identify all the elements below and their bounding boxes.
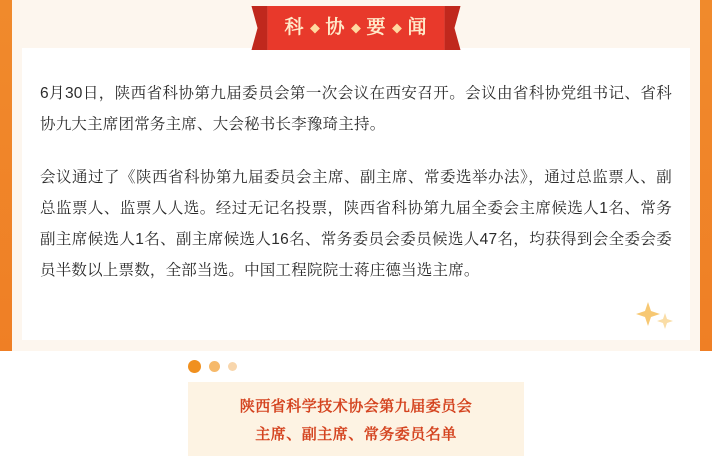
dot-icon-3 (228, 362, 237, 371)
sparkle-icon (634, 300, 674, 330)
banner-body (267, 6, 444, 50)
article-paragraph: 会议通过了《陕西省科协第九届委员会主席、副主席、常委选举办法》，通过总监票人、副总监票人、监票人人选。经过无记名投票，陕西省科协第九届全委会主席候选人1名、常务副主席候选人1名、副主席候选人16名、常务委员会委员候选人47名，均获得到会全委会委员半数以上票数，全部当选。中国工程院院士蒋庄德当选主席。 (40, 169, 672, 279)
article-body (40, 78, 672, 286)
frame-rail-right (700, 0, 712, 351)
banner-char-3: 要 (366, 17, 387, 38)
footer-title-box (188, 382, 524, 456)
dot-icon-1 (188, 360, 201, 373)
section-banner (251, 6, 460, 50)
banner-char-2: 协 (325, 17, 346, 38)
dot-decoration (188, 360, 237, 373)
banner-char-1: 科 (284, 17, 305, 38)
footer-title-line-2: 主席、副主席、常务委员名单 (255, 426, 457, 443)
footer-title-line-1: 陕西省科学技术协会第九届委员会 (239, 398, 473, 415)
footer-block (188, 360, 524, 456)
banner-tail-right (445, 6, 461, 50)
frame-rail-left (0, 0, 12, 351)
banner-tail-left (251, 6, 267, 50)
dot-icon-2 (209, 361, 220, 372)
banner-char-4: 闻 (407, 17, 428, 38)
article-paragraph: 6月30日，陕西省科协第九届委员会第一次会议在西安召开。会议由省科协党组书记、省科协九大主席团常务主席、大会秘书长李豫琦主持。 (40, 85, 672, 133)
